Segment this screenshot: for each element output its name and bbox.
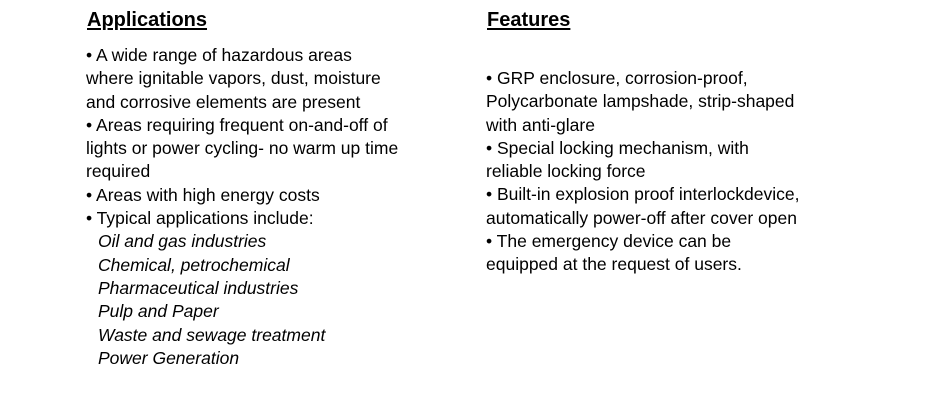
applications-line: • Typical applications include: xyxy=(86,208,314,229)
applications-heading: Applications xyxy=(87,9,208,31)
typical-application-item: Power Generation xyxy=(98,347,240,368)
applications-line: • Areas with high energy costs xyxy=(86,184,320,205)
features-column xyxy=(486,6,926,277)
applications-line: • A wide range of hazardous areas xyxy=(86,45,352,65)
applications-line: and corrosive elements are present xyxy=(86,91,361,112)
typical-application-item: Chemical, petrochemical xyxy=(98,254,290,275)
typical-application-item: Pulp and Paper xyxy=(98,301,219,322)
features-line: • Built-in explosion proof interlockdevice, xyxy=(486,184,800,205)
applications-line: lights or power cycling- no warm up time xyxy=(86,138,399,159)
applications-column xyxy=(86,6,466,370)
features-body xyxy=(486,67,926,277)
features-line: • Special locking mechanism, with xyxy=(486,137,749,158)
applications-line: required xyxy=(86,161,151,182)
features-line: reliable locking force xyxy=(486,161,646,182)
typical-application-item: Pharmaceutical industries xyxy=(98,277,299,298)
applications-line: • Areas requiring frequent on-and-off of xyxy=(86,114,388,135)
typical-application-item: Waste and sewage treatment xyxy=(98,324,326,345)
typical-application-item: Oil and gas industries xyxy=(98,231,267,252)
features-line: Polycarbonate lampshade, strip-shaped xyxy=(486,91,795,112)
applications-line: where ignitable vapors, dust, moisture xyxy=(86,68,381,89)
features-line: automatically power-off after cover open xyxy=(486,207,797,228)
features-heading: Features xyxy=(487,9,571,31)
features-line: • The emergency device can be xyxy=(486,231,732,252)
features-line: with anti-glare xyxy=(486,114,595,135)
applications-body xyxy=(86,44,466,370)
features-line: equipped at the request of users. xyxy=(486,254,742,275)
features-line: • GRP enclosure, corrosion-proof, xyxy=(486,68,748,88)
